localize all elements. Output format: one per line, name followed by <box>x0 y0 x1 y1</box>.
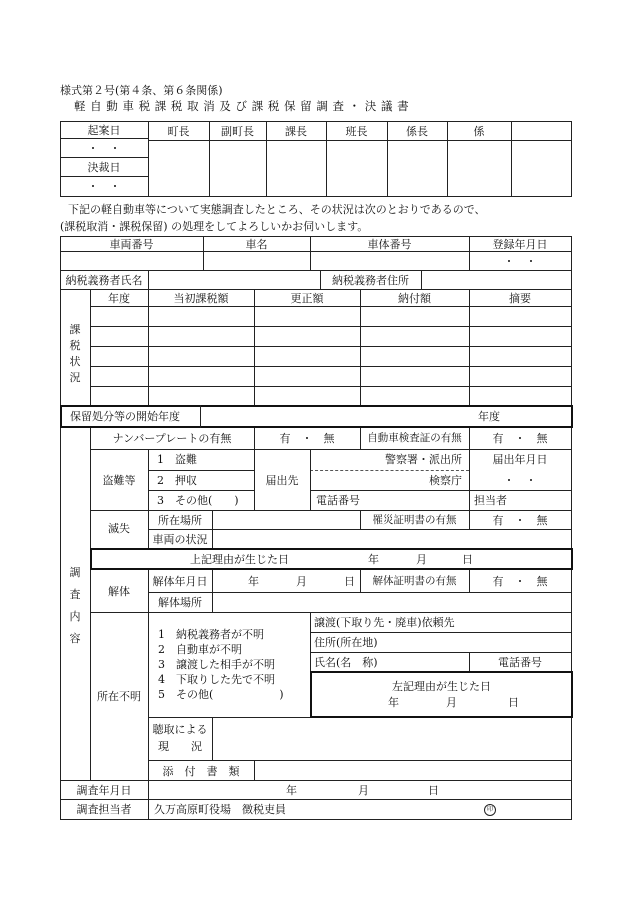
theft-item-3: 3 その他( ) <box>157 494 239 507</box>
phone-label: 電話番号 <box>316 494 360 507</box>
address-label: 住所(所在地) <box>314 636 378 649</box>
plate-question: ナンバープレートの有無 <box>112 432 232 445</box>
survey-day: 日 <box>428 784 439 797</box>
role-section-chief: 課長 <box>285 125 307 138</box>
unknown-item-3: 3 譲渡した相手が不明 <box>158 658 275 671</box>
location-label: 所在場所 <box>158 514 202 527</box>
hearing-label-2: 現 況 <box>158 740 202 753</box>
taxpayer-address-label: 納税義務者住所 <box>332 274 409 287</box>
left-reason-box <box>310 671 573 718</box>
theft-item-2: 2 押収 <box>157 474 197 487</box>
kian-label: 起案日 <box>87 124 121 137</box>
scrap-place-label: 解体場所 <box>158 596 202 609</box>
col-remarks: 摘要 <box>509 292 531 305</box>
report-to-label: 届出先 <box>265 474 299 487</box>
scrap-cert-yes-no: 有 ・ 無 <box>492 575 548 588</box>
role-staff: 係 <box>473 125 485 138</box>
form-title: 軽 自 動 車 税 課 税 取 消 及 び 課 税 保 留 調 査 ・ 決 議 書 <box>74 99 410 113</box>
role-group-leader: 班長 <box>345 125 368 138</box>
reason-day: 日 <box>462 553 473 566</box>
kessai-label: 決裁日 <box>87 161 121 174</box>
role-mayor: 町長 <box>167 125 190 138</box>
intro-line-2: (課税取消・課税保留) の処理をしてよろしいかお伺いします。 <box>60 220 369 233</box>
hold-year-unit: 年度 <box>478 410 500 423</box>
form-number: 様式第２号(第４条、第６条関係) <box>60 84 223 97</box>
unknown-item-4: 4 下取りした先で不明 <box>158 673 275 686</box>
plate-number-label: 車両番号 <box>109 238 154 251</box>
reason-year: 年 <box>368 553 379 566</box>
body-number-label: 車体番号 <box>367 238 412 251</box>
disaster-cert-label: 罹災証明書の有無 <box>372 514 457 526</box>
taxpayer-name-label: 納税義務者氏名 <box>65 274 143 287</box>
tax-status-label: 課税状況 <box>69 323 81 384</box>
kessai-date: ・ ・ <box>87 180 121 193</box>
unknown-item-1: 1 納税義務者が不明 <box>158 628 264 641</box>
col-fiscal-year: 年度 <box>108 292 130 305</box>
scrap-month: 月 <box>296 575 307 588</box>
survey-date-label: 調査年月日 <box>76 784 132 797</box>
registration-date-label: 登録年月日 <box>492 238 548 251</box>
reason-date-box <box>90 548 573 570</box>
theft-item-1: 1 盗難 <box>157 453 197 466</box>
theft-label: 盗難等 <box>102 474 136 487</box>
reason-date-label: 上記理由が生じた日 <box>190 553 289 566</box>
left-reason-month: 月 <box>446 696 457 709</box>
kian-date: ・ ・ <box>87 142 121 155</box>
intro-line-1: 下記の軽自動車等について実態調査したところ、その状況は次のとおりであるので、 <box>68 203 486 216</box>
tel-label: 電話番号 <box>498 656 542 669</box>
unknown-label: 所在不明 <box>97 690 141 703</box>
scrap-day: 日 <box>344 575 355 588</box>
survey-month: 月 <box>358 784 369 797</box>
seal-mark: 印 <box>484 804 496 816</box>
inspection-yes-no: 有 ・ 無 <box>492 432 548 445</box>
col-corrected-amount: 更正額 <box>290 292 324 305</box>
scrap-date-label: 解体年月日 <box>152 575 208 588</box>
survey-person-value: 久万高原町役場 徴税吏員 <box>154 803 286 816</box>
hearing-label-1: 聴取による <box>152 723 208 736</box>
unknown-item-2: 2 自動車が不明 <box>158 643 242 656</box>
police-label: 警察署・派出所 <box>385 453 462 466</box>
survey-person-label: 調査担当者 <box>76 803 132 816</box>
role-unit-chief: 係長 <box>406 125 428 138</box>
role-deputy-mayor: 副町長 <box>221 125 254 138</box>
unknown-item-5: 5 その他( ) <box>158 688 284 701</box>
attachments-label: 添 付 書 類 <box>162 765 240 778</box>
survey-content-label: 調査内容 <box>69 566 81 645</box>
person-in-charge-label: 担当者 <box>474 494 507 507</box>
vehicle-name-label: 車名 <box>245 238 268 251</box>
scrap-label: 解体 <box>108 585 130 598</box>
lost-label: 滅失 <box>108 522 130 535</box>
left-reason-year: 年 <box>388 696 399 709</box>
left-reason-day: 日 <box>508 696 519 709</box>
transfer-label: 譲渡(下取り先・廃車)依頼先 <box>314 616 455 629</box>
hold-start-label: 保留処分等の開始年度 <box>70 410 180 423</box>
prosecutor-label: 検察庁 <box>429 474 462 487</box>
registration-date-value: ・ ・ <box>503 255 537 268</box>
col-initial-tax: 当初課税額 <box>173 292 229 305</box>
plate-yes-no: 有 ・ 無 <box>279 432 335 445</box>
inspection-question: 自動車検査証の有無 <box>367 432 462 444</box>
scrap-year: 年 <box>248 575 259 588</box>
report-date-label: 届出年月日 <box>492 453 548 466</box>
col-paid-amount: 納付額 <box>398 292 431 305</box>
disaster-cert-yes-no: 有 ・ 無 <box>492 514 548 527</box>
person-name-label: 氏名(名 称) <box>314 656 378 669</box>
vehicle-state-label: 車両の状況 <box>152 533 208 546</box>
left-reason-label: 左記理由が生じた日 <box>392 680 491 693</box>
scrap-cert-label: 解体証明書の有無 <box>372 575 457 587</box>
report-date-value: ・ ・ <box>503 474 537 487</box>
reason-month: 月 <box>416 553 427 566</box>
survey-year: 年 <box>286 784 297 797</box>
